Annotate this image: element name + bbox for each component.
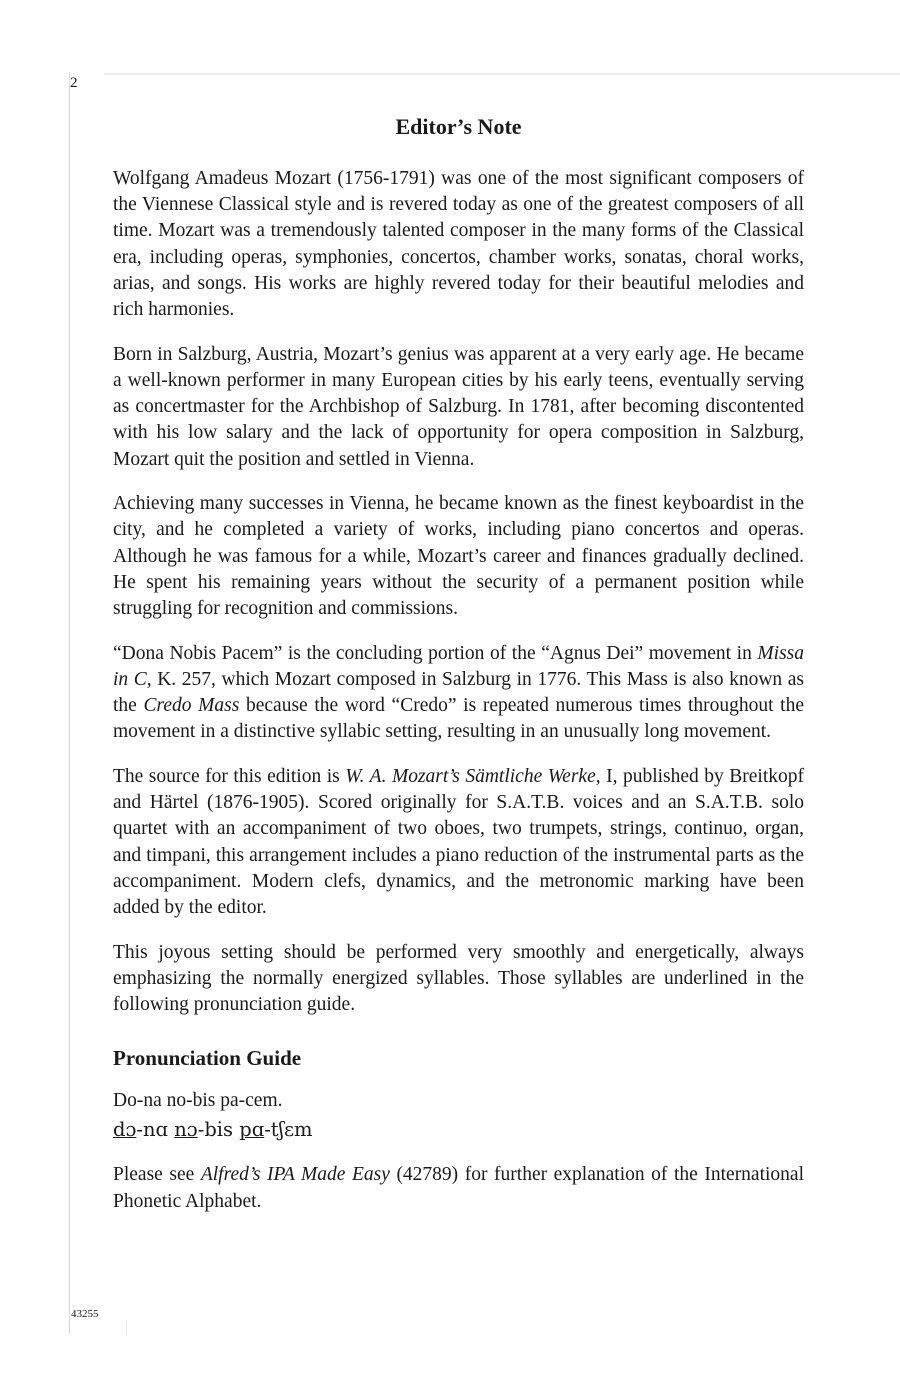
text-run: The source for this edition is [113,766,346,788]
work-nickname: Credo Mass [143,695,240,717]
text-run: Please see [113,1164,201,1186]
syllable: -bis [197,1118,240,1142]
paragraph-biography: Wolfgang Amadeus Mozart (1756-1791) was one of the most significant composers of the Viennese Classical style and is revered today as one of the greatest composers of all time. Mozart was a tremendously talented composer in the many forms of the Classical era, including operas, symphonies, concertos, chamber works, sonatas, choral works, arias, and songs. His works are highly revered today for their beautiful melodies and rich harmonies. [113,168,804,321]
page-bottom-tick [126,1320,127,1336]
work-title: Missa in C [113,642,804,690]
paragraph-work-history [113,641,804,746]
page-left-edge [69,72,70,1334]
reference-note [113,1162,804,1214]
reference-title: Alfred’s IPA Made Easy [200,1164,390,1186]
syllable: -nɑ [136,1118,175,1142]
paragraph-early-life: Born in Salzburg, Austria, Mozart’s genius was apparent at a very early age. He became a well-known performer in many European cities by his early teens, eventually serving as concertmaster for the Archbishop of Salzburg. In 1781, after becoming discontented with his low salary and the lack of opportunity for opera composition in Salzburg, Mozart quit the position and settled in Vienna. [113,343,804,470]
text-run: , I, published by Breitkopf and Härtel (1876-1905). Scored originally for S.A.T.B. voices and an S.A.T.B. solo quartet with an accompaniment of two oboes, two trumpets, strings, continuo, organ, and timpani, this arrangement includes a piano reduction of the instrumental parts as the accompaniment. Modern clefs, dynamics, and the metronomic marking have been added by the editor. [113,766,805,919]
page-top-edge [104,73,900,75]
text-run: because the word “Credo” is repeated numerous times throughout the movement in a distinctive syllabic setting, resulting in an unusually long movement. [113,695,805,743]
paragraph-performance: This joyous setting should be performed very smoothly and energetically, always emphasizing the normally energized syllables. Those syllables are underlined in the following pronunciation guide. [113,941,804,1016]
syllable: -tʃɛm [264,1118,313,1142]
text-run: , K. 257, which Mozart composed in Salzburg in 1776. This Mass is also known as the [113,668,804,717]
page-number: 2 [70,75,78,91]
stressed-syllable: pɑ [239,1118,265,1142]
page-title: Editor’s Note [395,114,522,139]
catalog-number: 43255 [71,1308,99,1320]
text-run: “Dona Nobis Pacem” is the concluding portion of the “Agnus Dei” movement in [113,642,758,664]
stressed-syllable: dɔ [113,1118,137,1142]
stressed-syllable: nɔ [174,1118,198,1142]
paragraph-source [113,764,804,921]
ipa-transcription [113,1115,804,1144]
text-run: (42789) for further explanation of the International Phonetic Alphabet. [113,1164,804,1212]
latin-text: Do-na no-bis pa-cem. [113,1090,283,1112]
editors-note [113,112,804,1233]
pronunciation-guide-heading: Pronunciation Guide [113,1046,302,1071]
source-title: W. A. Mozart’s Sämtliche Werke [345,766,596,788]
paragraph-vienna: Achieving many successes in Vienna, he became known as the finest keyboardist in the city, and he completed a variety of works, including piano concertos and operas. Although he was famous for a while, Mozart’s career and finances gradually declined. He spent his remaining years without the security of a permanent position while struggling for recognition and commissions. [113,493,804,620]
